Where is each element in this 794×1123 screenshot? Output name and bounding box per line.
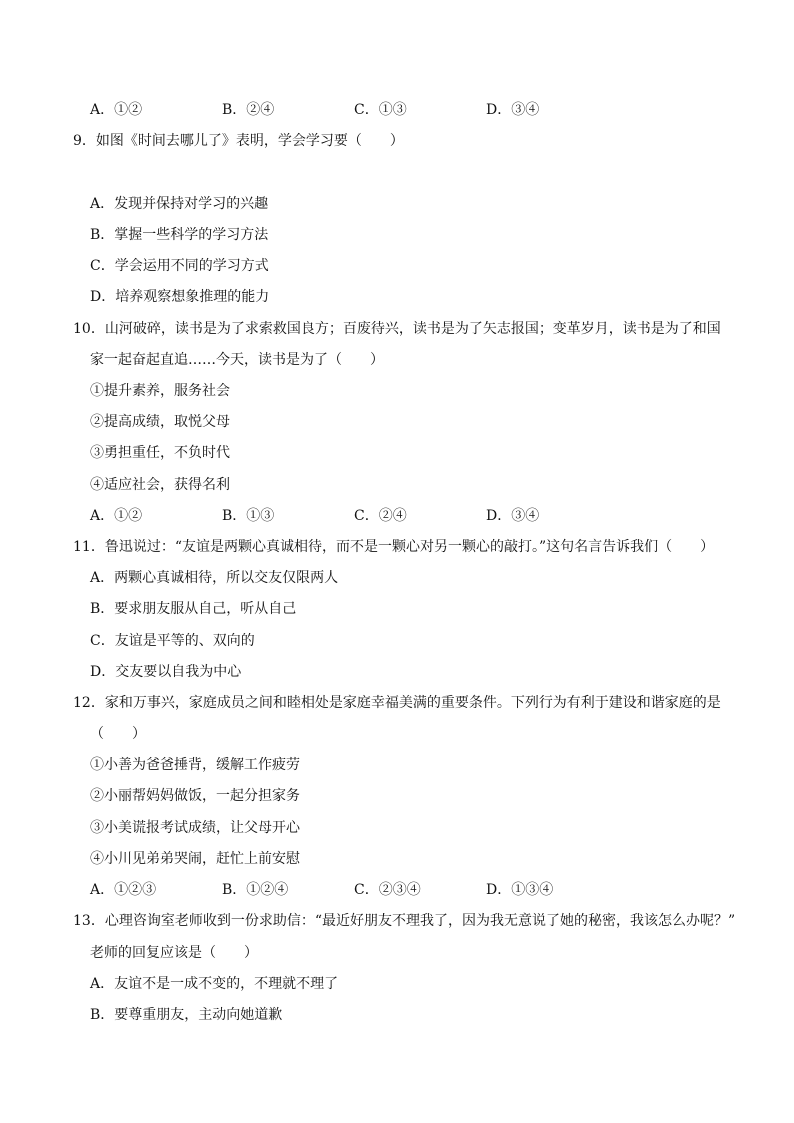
q11-option-d: D．交友要以自我为中心 xyxy=(90,664,242,680)
q8-option-d: D．③④ xyxy=(486,102,540,118)
q8-option-c: C．①③ xyxy=(354,102,407,118)
q10-stem-line1: 10．山河破碎，读书是为了求索救国良方；百废待兴，读书是为了矢志报国；变革岁月，读书是为了和国 xyxy=(73,321,721,337)
q12-options xyxy=(90,880,650,900)
q9-option-c: C．学会运用不同的学习方式 xyxy=(90,258,269,274)
q13-option-b: B．要尊重朋友，主动向她道歉 xyxy=(90,1007,283,1023)
q11-option-c: C．友谊是平等的、双向的 xyxy=(90,633,255,649)
q10-option-c: C．②④ xyxy=(354,508,407,524)
q12-option-b: B．①②④ xyxy=(222,882,289,898)
q10-item-3: ③勇担重任，不负时代 xyxy=(90,445,230,461)
q9-option-b: B．掌握一些科学的学习方法 xyxy=(90,227,269,243)
q8-options xyxy=(90,100,650,120)
q10-stem-line2: 家一起奋起直追……今天，读书是为了（ ） xyxy=(90,352,384,368)
q10-item-4: ④适应社会，获得名利 xyxy=(90,477,230,493)
q11-option-b: B．要求朋友服从自己，听从自己 xyxy=(90,601,297,617)
q8-option-a: A．①② xyxy=(90,102,143,118)
q12-option-a: A．①②③ xyxy=(90,882,157,898)
q10-option-a: A．①② xyxy=(90,508,143,524)
q10-item-1: ①提升素养，服务社会 xyxy=(90,383,230,399)
q12-item-2: ②小丽帮妈妈做饭，一起分担家务 xyxy=(90,788,300,804)
q13-stem-line2: 老师的回复应该是（ ） xyxy=(90,945,258,961)
q12-item-4: ④小川见弟弟哭闹，赶忙上前安慰 xyxy=(90,851,300,867)
q10-item-2: ②提高成绩，取悦父母 xyxy=(90,414,230,430)
q11-stem: 11．鲁迅说过：“友谊是两颗心真诚相待，而不是一颗心对另一颗心的敲打。”这句名言告诉我们（ ） xyxy=(73,539,715,555)
q9-option-a: A．发现并保持对学习的兴趣 xyxy=(90,196,269,212)
q10-option-d: D．③④ xyxy=(486,508,540,524)
q8-option-b: B．②④ xyxy=(222,102,275,118)
q12-stem-line2: （ ） xyxy=(90,726,146,742)
q10-option-b: B．①③ xyxy=(222,508,275,524)
q12-option-c: C．②③④ xyxy=(354,882,421,898)
q13-option-a: A．友谊不是一成不变的，不理就不理了 xyxy=(90,976,339,992)
q12-item-3: ③小美谎报考试成绩，让父母开心 xyxy=(90,820,300,836)
q12-option-d: D．①③④ xyxy=(486,882,554,898)
q13-stem-line1: 13．心理咨询室老师收到一份求助信：“最近好朋友不理我了，因为我无意说了她的秘密，我该怎么办呢？” xyxy=(73,913,736,929)
q10-options xyxy=(90,506,650,526)
q12-item-1: ①小善为爸爸捶背，缓解工作疲劳 xyxy=(90,757,300,773)
q11-option-a: A．两颗心真诚相待，所以交友仅限两人 xyxy=(90,570,339,586)
q9-stem: 9．如图《时间去哪儿了》表明，学会学习要（ ） xyxy=(73,133,404,149)
q9-option-d: D．培养观察想象推理的能力 xyxy=(90,289,270,305)
q12-stem-line1: 12．家和万事兴，家庭成员之间和睦相处是家庭幸福美满的重要条件。下列行为有利于建设和谐家庭的是 xyxy=(73,695,721,711)
